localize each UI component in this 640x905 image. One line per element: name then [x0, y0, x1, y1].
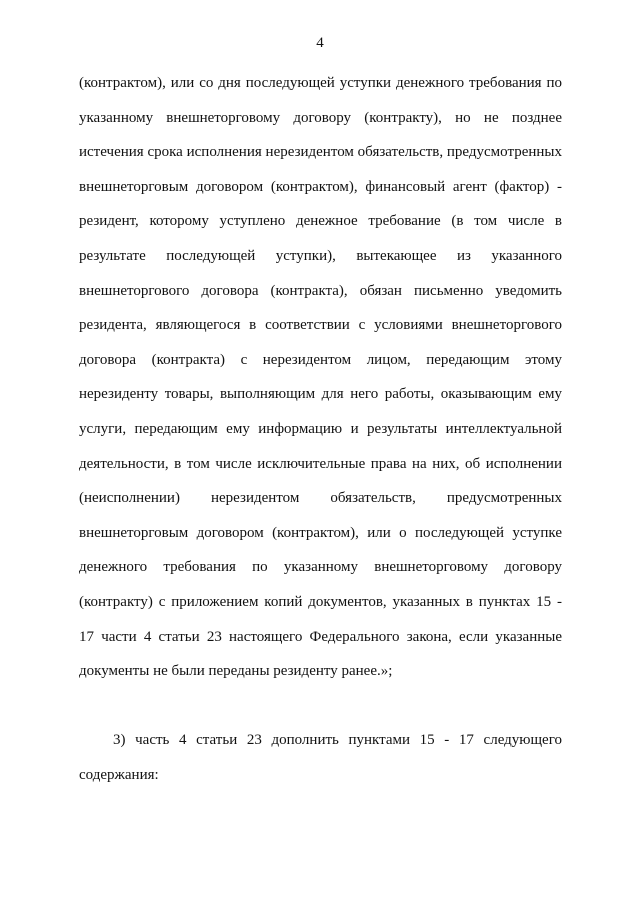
text-line: нерезиденту товары, выполняющим для него работы, оказывающим ему	[79, 386, 562, 403]
text-line: (контрактом), или со дня последующей уступки денежного требования по	[79, 75, 562, 91]
page-number: 4	[316, 35, 324, 51]
text-line: услуги, передающим ему информацию и результаты интеллектуальной	[79, 420, 562, 437]
text-line: договора (контракта) с нерезидентом лицом, передающим этому	[79, 351, 562, 368]
text-line: содержания:	[79, 766, 159, 783]
text-line: (неисполнении) нерезидентом обязательств, предусмотренных	[79, 490, 562, 507]
text-line: (контракту) с приложением копий документов, указанных в пунктах 15 -	[79, 593, 562, 610]
text-line: указанному внешнеторговому договору (контракту), но не позднее	[79, 109, 562, 126]
body-text	[79, 72, 562, 798]
text-line: результате последующей уступки), вытекающее из указанного	[79, 247, 562, 264]
paragraph-start-line: 3) часть 4 статьи 23 дополнить пунктами 15 - 17 следующего	[113, 732, 562, 749]
text-line: внешнеторговым договором (контрактом), или о последующей уступке	[79, 524, 562, 541]
text-line: деятельности, в том числе исключительные права на них, об исполнении	[79, 455, 562, 472]
text-line: истечения срока исполнения нерезидентом обязательств, предусмотренных	[79, 144, 562, 161]
text-line: резидент, которому уступлено денежное требование (в том числе в	[79, 213, 562, 230]
blank-line	[79, 695, 562, 730]
text-line: денежного требования по указанному внешнеторговому договору	[79, 559, 562, 576]
text-line: резидента, являющегося в соответствии с условиями внешнеторгового	[79, 317, 562, 334]
text-line: 17 части 4 статьи 23 настоящего Федерального закона, если указанные	[79, 628, 562, 645]
text-line: внешнеторговым договором (контрактом), финансовый агент (фактор) -	[79, 178, 562, 195]
text-line: внешнеторгового договора (контракта), обязан письменно уведомить	[79, 282, 562, 299]
text-line: документы не были переданы резиденту ранее.»;	[79, 663, 393, 680]
